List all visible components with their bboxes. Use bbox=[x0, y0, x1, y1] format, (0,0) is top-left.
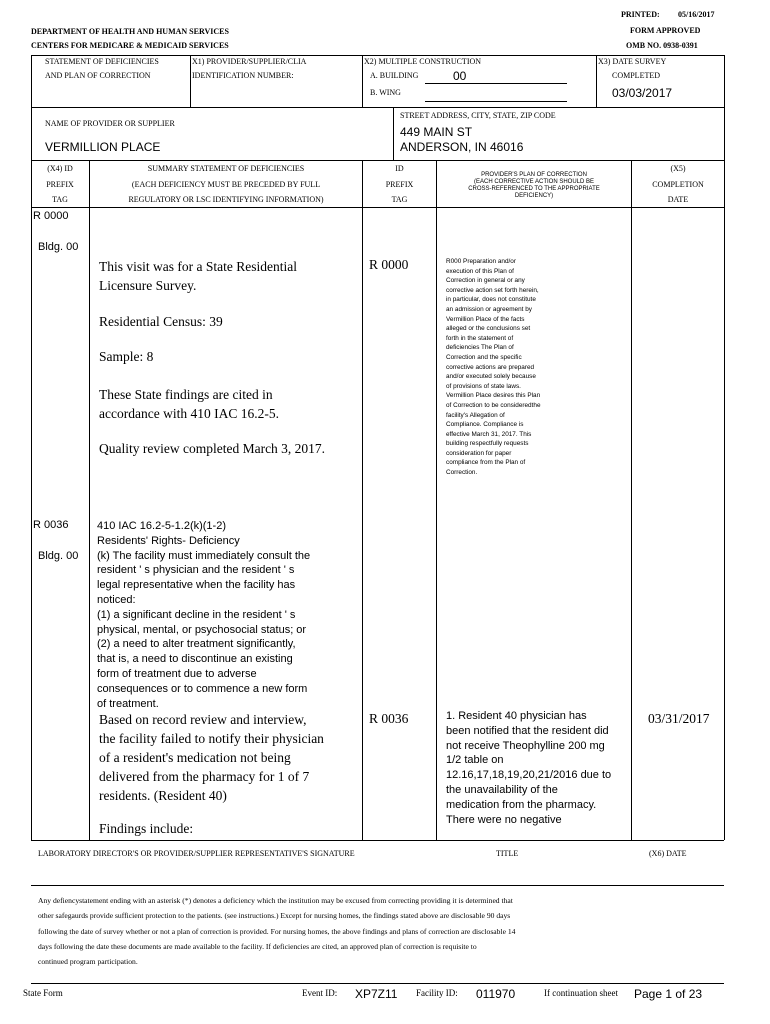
table-row2-border bbox=[31, 160, 724, 161]
omb-number: OMB NO. 0938-0391 bbox=[626, 41, 698, 50]
summary-header-2: (EACH DEFICIENCY MUST BE PRECEDED BY FULL bbox=[131, 180, 321, 189]
x1-label-1: X1) PROVIDER/SUPPLIER/CLIA bbox=[192, 57, 307, 66]
x4-header-1: (X4) ID bbox=[47, 164, 73, 173]
plan-r0000: R000 Preparation and/or execution of this Plan of Correction in general or any corrective action set forth herein, in particular, does not constitute an admission or agreement by Vermillion Place of the facts alleged or the conclusions set forth in the statement of deficiencies The Plan of Correction and the specific corrective actions are prepared and/or executed solely because of provisions of state laws. Vermillion Place desires this Plan of Correction to be consideredthe facility's Allegation of Compliance. Compliance is effective March 31, 2017. This building respectfully requests consideration for paper compliance from the Plan of Correction. bbox=[446, 258, 541, 477]
building-label: A. BUILDING bbox=[370, 71, 419, 80]
page-number: Page 1 of 23 bbox=[634, 987, 703, 1001]
plan-header-3: CROSS-REFERENCED TO THE APPROPRIATE bbox=[468, 186, 600, 192]
prefix-divider bbox=[89, 160, 90, 840]
summary-header-3: REGULATORY OR LSC IDENTIFYING INFORMATION) bbox=[128, 195, 324, 204]
street-line-1: 449 MAIN ST bbox=[400, 125, 473, 139]
table-header-bottom bbox=[31, 207, 724, 208]
x3-label-2: COMPLETED bbox=[612, 71, 660, 80]
plan-header-1: PROVIDER'S PLAN OF CORRECTION bbox=[481, 172, 587, 178]
plan-header-2: (EACH CORRECTIVE ACTION SHOULD BE bbox=[473, 179, 595, 185]
plan-header-4: DEFICIENCY) bbox=[514, 193, 554, 199]
id-header-3: TAG bbox=[391, 195, 408, 204]
completion-r0036: 03/31/2017 bbox=[648, 711, 710, 726]
x5-header-3: DATE bbox=[667, 195, 689, 204]
x5-header-2: COMPLETION bbox=[652, 180, 704, 189]
x1-divider bbox=[190, 55, 191, 107]
id-divider bbox=[436, 160, 437, 840]
table-right-border bbox=[724, 55, 725, 840]
id-r0000: R 0000 bbox=[369, 257, 409, 272]
summary-divider bbox=[362, 160, 363, 840]
state-form-label: State Form bbox=[23, 988, 63, 998]
summary-quality-review: Quality review completed March 3, 2017. bbox=[99, 441, 326, 456]
x3-label-1: X3) DATE SURVEY bbox=[598, 57, 667, 66]
event-id-value: XP7Z11 bbox=[355, 987, 398, 1001]
id-header-1: ID bbox=[395, 164, 404, 173]
wing-label: B. WING bbox=[370, 88, 401, 97]
building-underline bbox=[425, 83, 567, 84]
provider-label: NAME OF PROVIDER OR SUPPLIER bbox=[45, 119, 175, 128]
signature-bottom-border bbox=[31, 885, 724, 886]
disclaimer-text: Any defiencystatement ending with an asterisk (*) denotes a deficiency which the institution may be excused from correcting providing it is determined that other safegaurds provide sufficient protection to the patients. (see instructions.) Except for nursing homes, the findings stated above are disclosable 90 days following the date of survey whether or not a plan of correction is provided. For nursing homes, the above findings and plans of correction are disclosable 14 days following the date these documents are made available to the facility. If deficiencies are cited, an approved plan of correction is requisite to continued program participation. bbox=[38, 896, 516, 967]
x3-divider bbox=[596, 55, 597, 107]
id-header-2: PREFIX bbox=[385, 180, 414, 189]
event-id-label: Event ID: bbox=[302, 988, 338, 998]
statement-label-2: AND PLAN OF CORRECTION bbox=[45, 71, 151, 80]
building-value: 00 bbox=[453, 69, 467, 83]
x2-divider bbox=[362, 55, 363, 107]
street-label: STREET ADDRESS, CITY, STATE, ZIP CODE bbox=[400, 111, 556, 120]
regulation-text: 410 IAC 16.2-5-1.2(k)(1-2) Residents' Rights- Deficiency (k) The facility must immediately consult the resident ' s physician and the resident ' s legal representative when the facility has noticed: (1) a significant decline in the resident ' s physical, mental, or psychosocial status; or (2) a need to alter treatment significantly, that is, a need to discontinue an existing form of treatment due to adverse consequences or to commence a new form of treatment. bbox=[97, 520, 311, 710]
table-bottom-border bbox=[31, 840, 724, 841]
x1-label-2: IDENTIFICATION NUMBER: bbox=[192, 71, 294, 80]
summary-sample: Sample: 8 bbox=[99, 349, 154, 364]
department-title: DEPARTMENT OF HEALTH AND HUMAN SERVICES bbox=[31, 27, 229, 36]
address-divider bbox=[393, 107, 394, 160]
lab-director-signature-label: LABORATORY DIRECTOR'S OR PROVIDER/SUPPLIER REPRESENTATIVE'S SIGNATURE bbox=[38, 849, 355, 858]
tag-r0000: R 0000 bbox=[33, 210, 69, 222]
plan-r0036: 1. Resident 40 physician has been notified that the resident did not receive Theophylline 200 mg 1/2 table on 12.16,17,18,19,20,21/2016 due to the unavailability of the medication from the pharmacy. There were no negative bbox=[446, 710, 612, 826]
summary-visit: This visit was for a State Residential Licensure Survey. bbox=[99, 259, 297, 293]
finding-text: Based on record review and interview, the facility failed to notify their physician of a resident's medication not being delivered from the pharmacy for 1 of 7 residents. (Resident 40) bbox=[99, 712, 324, 803]
centers-title: CENTERS FOR MEDICARE & MEDICAID SERVICES bbox=[31, 41, 229, 50]
findings-include: Findings include: bbox=[99, 821, 194, 836]
x4-header-2: PREFIX bbox=[46, 180, 74, 189]
x2-label: X2) MULTIPLE CONSTRUCTION bbox=[364, 57, 482, 66]
form-approved: FORM APPROVED bbox=[630, 26, 701, 35]
facility-id-label: Facility ID: bbox=[416, 988, 458, 998]
summary-findings-cited: These State findings are cited in accordance with 410 IAC 16.2-5. bbox=[99, 387, 279, 421]
x6-date-label: (X6) DATE bbox=[649, 849, 687, 858]
statement-label-1: STATEMENT OF DEFICIENCIES bbox=[45, 57, 159, 66]
summary-header-1: SUMMARY STATEMENT OF DEFICIENCIES bbox=[147, 164, 305, 173]
printed-label: PRINTED: bbox=[621, 10, 660, 19]
bldg-r0036: Bldg. 00 bbox=[38, 550, 79, 562]
plan-divider bbox=[631, 160, 632, 840]
title-label: TITLE bbox=[496, 849, 519, 858]
summary-census: Residential Census: 39 bbox=[99, 314, 223, 329]
table-top-border bbox=[31, 55, 724, 56]
wing-underline bbox=[425, 101, 567, 102]
continuation-label: If continuation sheet bbox=[544, 988, 618, 998]
table-row1-border bbox=[31, 107, 724, 108]
facility-id-value: 011970 bbox=[476, 987, 516, 1001]
footer-top-border bbox=[31, 983, 724, 984]
id-r0036: R 0036 bbox=[369, 711, 409, 726]
street-line-2: ANDERSON, IN 46016 bbox=[400, 140, 524, 154]
tag-r0036: R 0036 bbox=[33, 519, 69, 531]
x5-header-1: (X5) bbox=[670, 164, 686, 173]
bldg-r0000: Bldg. 00 bbox=[38, 241, 79, 253]
printed-date: 05/16/2017 bbox=[678, 10, 715, 19]
provider-name: VERMILLION PLACE bbox=[45, 140, 161, 154]
survey-date: 03/03/2017 bbox=[612, 86, 673, 100]
x4-header-3: TAG bbox=[52, 195, 68, 204]
